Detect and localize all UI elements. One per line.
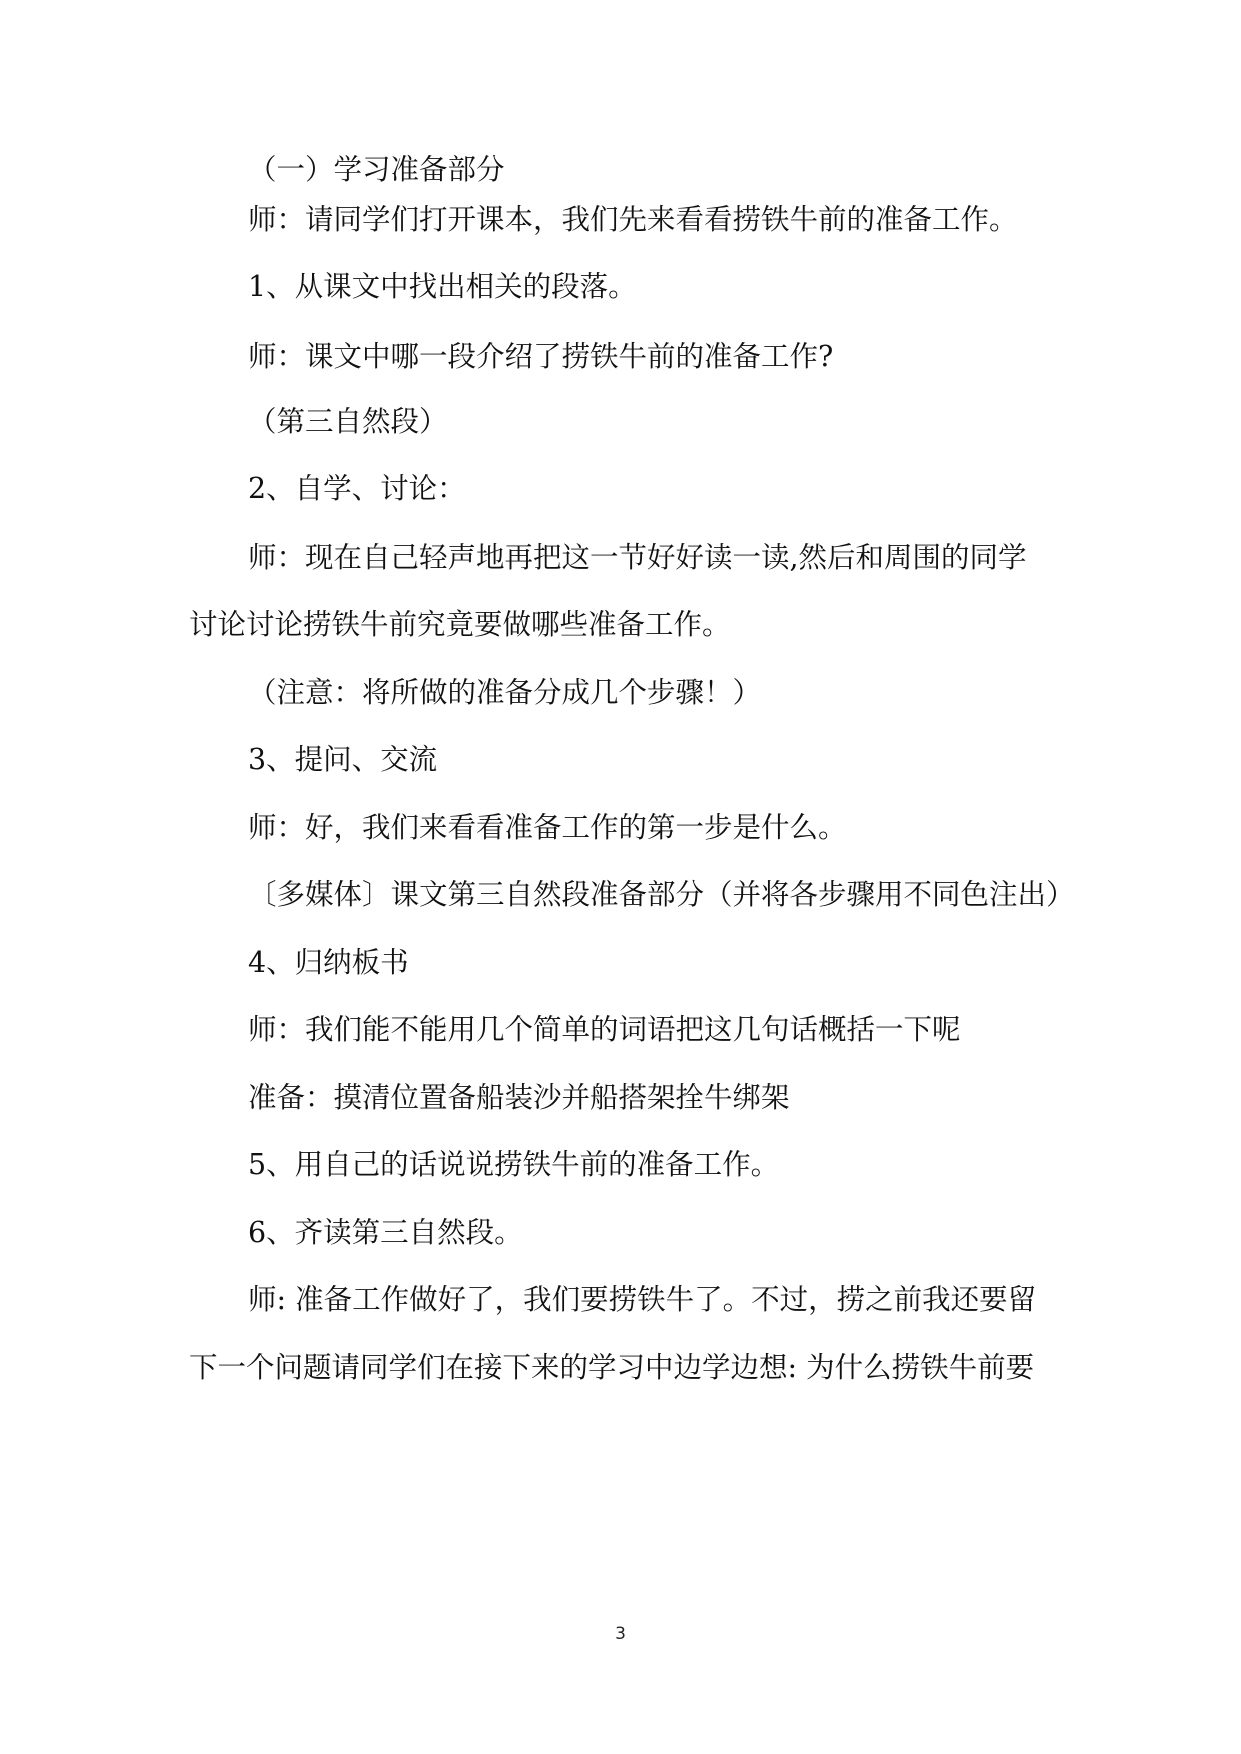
paragraph-line: 师：我们能不能用几个简单的词语把这几句话概括一下呢 [248,1013,961,1046]
paragraph-line: 5、用自己的话说说捞铁牛前的准备工作。 [248,1148,780,1181]
paragraph-line: 准备：摸清位置备船装沙并船搭架拴牛绑架 [248,1081,790,1114]
paragraph-line: 4、归纳板书 [248,946,409,979]
paragraph-line: 下一个问题请同学们在接下来的学习中边学边想: 为什么捞铁牛前要 [189,1351,1035,1384]
page-number: 3 [615,1624,626,1644]
paragraph-line: 6、齐读第三自然段。 [248,1216,523,1249]
paragraph-line: 师: 准备工作做好了，我们要捞铁牛了。不过，捞之前我还要留 [248,1283,1037,1316]
paragraph-line: 师：课文中哪一段介绍了捞铁牛前的准备工作? [248,340,834,373]
paragraph-line: 师：现在自己轻声地再把这一节好好读一读,然后和周围的同学 [248,541,1027,574]
section-heading: （一）学习准备部分 [248,153,505,186]
paragraph-line: （第三自然段） [248,405,448,438]
paragraph-line: 讨论讨论捞铁牛前究竟要做哪些准备工作。 [189,608,731,641]
paragraph-line: 〔多媒体〕课文第三自然段准备部分（并将各步骤用不同色注出） [248,878,1075,911]
paragraph-line: 1、从课文中找出相关的段落。 [248,270,637,303]
paragraph-line: 2、自学、讨论： [248,472,466,505]
paragraph-line: 师：请同学们打开课本，我们先来看看捞铁牛前的准备工作。 [248,203,1018,236]
paragraph-line: 3、提问、交流 [248,743,438,776]
paragraph-line: （注意：将所做的准备分成几个步骤！） [248,676,762,709]
paragraph-line: 师：好，我们来看看准备工作的第一步是什么。 [248,811,847,844]
